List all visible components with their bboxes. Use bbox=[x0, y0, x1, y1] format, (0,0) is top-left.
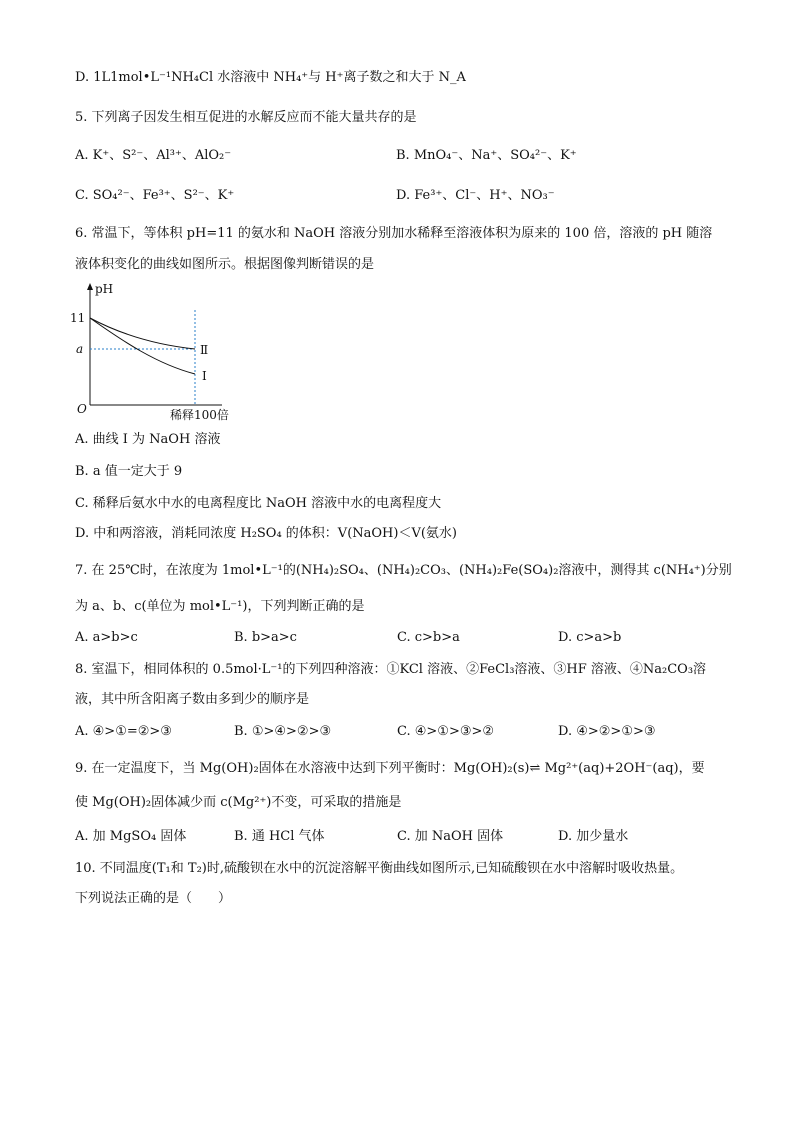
question-7-stem-line-1: 7. 在 25℃时，在浓度为 1mol•L⁻¹的(NH₄)₂SO₄、(NH₄)₂CO₃、(NH₄)₂Fe(SO₄)₂溶液中，测得其 c(NH₄⁺)分别 bbox=[75, 563, 732, 578]
question-6-stem-line-2: 液体积变化的曲线如图所示。根据图像判断错误的是 bbox=[75, 257, 375, 272]
question-5-option-d: D. Fe³⁺、Cl⁻、H⁺、NO₃⁻ bbox=[396, 188, 555, 203]
curve-ii-label: Ⅱ bbox=[200, 343, 209, 357]
question-6-option-a: A. 曲线 I 为 NaOH 溶液 bbox=[75, 432, 221, 447]
question-8-stem-line-2: 液，其中所含阳离子数由多到少的顺序是 bbox=[75, 692, 310, 707]
question-8-option-b: B. ①>④>②>③ bbox=[234, 724, 332, 739]
question-9-stem-line-2: 使 Mg(OH)₂固体减少而 c(Mg²⁺)不变，可采取的措施是 bbox=[75, 795, 402, 810]
curve-i bbox=[90, 318, 195, 374]
question-10-stem-line-2: 下列说法正确的是（ ） bbox=[75, 891, 232, 906]
question-7-option-d: D. c>a>b bbox=[558, 630, 622, 645]
question-7-option-c: C. c>b>a bbox=[397, 630, 460, 645]
curve-ii bbox=[90, 318, 195, 349]
curve-i-label: I bbox=[202, 369, 207, 383]
question-9-option-c: C. 加 NaOH 固体 bbox=[397, 829, 504, 844]
question-8-stem-line-1: 8. 室温下，相同体积的 0.5mol·L⁻¹的下列四种溶液：①KCl 溶液、②FeCl₃溶液、③HF 溶液、④Na₂CO₃溶 bbox=[75, 662, 707, 677]
question-7-stem-line-2: 为 a、b、c(单位为 mol•L⁻¹)，下列判断正确的是 bbox=[75, 599, 365, 614]
question-6-stem-line-1: 6. 常温下，等体积 pH=11 的氨水和 NaOH 溶液分别加水稀释至溶液体积为原来的 100 倍，溶液的 pH 随溶 bbox=[75, 226, 713, 241]
question-5-stem: 5. 下列离子因发生相互促进的水解反应而不能大量共存的是 bbox=[75, 110, 417, 125]
question-9-option-d: D. 加少量水 bbox=[558, 829, 629, 844]
question-7-option-a: A. a>b>c bbox=[75, 630, 138, 645]
question-6-option-b: B. a 值一定大于 9 bbox=[75, 464, 183, 479]
question-5-option-c: C. SO₄²⁻、Fe³⁺、S²⁻、K⁺ bbox=[75, 188, 235, 203]
question-9-option-b: B. 通 HCl 气体 bbox=[234, 829, 325, 844]
question-5-option-a: A. K⁺、S²⁻、Al³⁺、AlO₂⁻ bbox=[75, 148, 232, 163]
y-tick-a: a bbox=[76, 342, 84, 356]
question-6-option-d: D. 中和两溶液，消耗同浓度 H₂SO₄ 的体积：V(NaOH)＜V(氨水) bbox=[75, 526, 457, 541]
question-5-option-b: B. MnO₄⁻、Na⁺、SO₄²⁻、K⁺ bbox=[396, 148, 577, 163]
y-axis-arrow bbox=[87, 283, 93, 290]
question-9-option-a: A. 加 MgSO₄ 固体 bbox=[75, 829, 187, 844]
question-8-option-c: C. ④>①>③>② bbox=[397, 724, 495, 739]
y-axis-label: pH bbox=[95, 282, 114, 296]
question-10-stem-line-1: 10. 不同温度(T₁和 T₂)时,硫酸钡在水中的沉淀溶解平衡曲线如图所示,已知硫酸钡在水中溶解时吸收热量。 bbox=[75, 861, 684, 876]
question-6-option-c: C. 稀释后氨水中水的电离程度比 NaOH 溶液中水的电离程度大 bbox=[75, 496, 442, 511]
question-7-option-b: B. b>a>c bbox=[234, 630, 297, 645]
y-tick-11: 11 bbox=[70, 311, 86, 325]
question-4-option-d: D. 1L1mol•L⁻¹NH₄Cl 水溶液中 NH₄⁺与 H⁺离子数之和大于 N_A bbox=[75, 70, 466, 85]
x-axis-label: 稀释100倍 bbox=[170, 408, 229, 422]
question-8-option-d: D. ④>②>①>③ bbox=[558, 724, 656, 739]
question-9-stem-line-1: 9. 在一定温度下，当 Mg(OH)₂固体在水溶液中达到下列平衡时：Mg(OH)₂(s)⇌ Mg²⁺(aq)+2OH⁻(aq)，要 bbox=[75, 761, 705, 776]
origin-label: O bbox=[77, 402, 87, 416]
question-8-option-a: A. ④>①=②>③ bbox=[75, 724, 172, 739]
ph-dilution-chart bbox=[62, 280, 252, 425]
